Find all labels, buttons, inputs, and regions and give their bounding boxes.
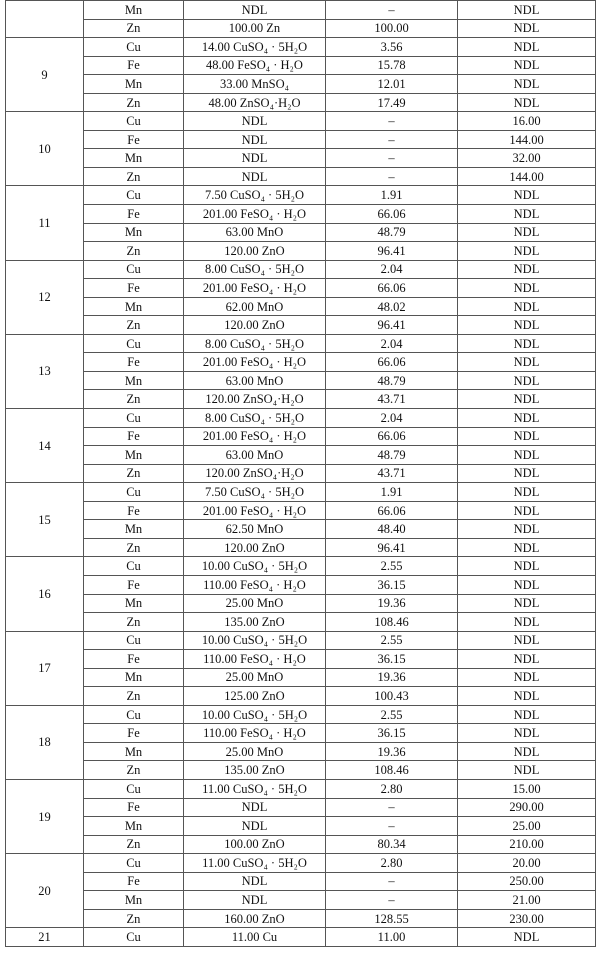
element-cell: Mn <box>84 742 184 761</box>
ndl-cell: NDL <box>458 650 596 669</box>
element-value-cell: 48.79 <box>326 371 458 390</box>
table-row <box>6 613 596 632</box>
element-value-cell: 66.06 <box>326 205 458 224</box>
ndl-cell: NDL <box>458 223 596 242</box>
table-row <box>6 297 596 316</box>
source-amount-cell: 120.00 ZnO <box>184 242 326 261</box>
element-cell: Mn <box>84 149 184 168</box>
group-number-cell: 10 <box>6 112 84 186</box>
element-cell: Fe <box>84 872 184 891</box>
table-row <box>6 557 596 576</box>
table-row <box>6 316 596 335</box>
element-cell: Mn <box>84 891 184 910</box>
source-amount-cell: NDL <box>184 798 326 817</box>
group-number-cell: 17 <box>6 631 84 705</box>
element-value-cell: 36.15 <box>326 575 458 594</box>
table-row <box>6 631 596 650</box>
element-cell: Fe <box>84 130 184 149</box>
group-number-cell: 19 <box>6 779 84 853</box>
ndl-cell: 144.00 <box>458 130 596 149</box>
source-amount-cell: 8.00 CuSO₄ · 5H₂O <box>184 409 326 428</box>
table-row <box>6 242 596 261</box>
element-value-cell: 96.41 <box>326 316 458 335</box>
ndl-cell: 230.00 <box>458 909 596 928</box>
element-cell: Mn <box>84 446 184 465</box>
table-row <box>6 742 596 761</box>
table-row <box>6 19 596 38</box>
element-cell: Zn <box>84 19 184 38</box>
source-amount-cell: NDL <box>184 167 326 186</box>
element-value-cell: – <box>326 167 458 186</box>
element-cell: Zn <box>84 167 184 186</box>
source-amount-cell: NDL <box>184 1 326 20</box>
element-cell: Fe <box>84 427 184 446</box>
element-cell: Mn <box>84 297 184 316</box>
table-row <box>6 501 596 520</box>
element-cell: Zn <box>84 613 184 632</box>
ndl-cell: NDL <box>458 75 596 94</box>
element-cell: Cu <box>84 260 184 279</box>
element-value-cell: – <box>326 798 458 817</box>
ndl-cell: 250.00 <box>458 872 596 891</box>
table-row <box>6 38 596 57</box>
ndl-cell: NDL <box>458 205 596 224</box>
element-cell: Mn <box>84 817 184 836</box>
source-amount-cell: 135.00 ZnO <box>184 761 326 780</box>
table-row <box>6 409 596 428</box>
table-row <box>6 928 596 947</box>
source-amount-cell: NDL <box>184 130 326 149</box>
ndl-cell: NDL <box>458 371 596 390</box>
element-value-cell: – <box>326 149 458 168</box>
ndl-cell: NDL <box>458 390 596 409</box>
element-value-cell: 48.79 <box>326 446 458 465</box>
element-value-cell: 2.55 <box>326 705 458 724</box>
source-amount-cell: 100.00 Zn <box>184 19 326 38</box>
element-value-cell: 128.55 <box>326 909 458 928</box>
source-amount-cell: 110.00 FeSO₄ · H₂O <box>184 650 326 669</box>
element-cell: Mn <box>84 594 184 613</box>
source-amount-cell: 62.50 MnO <box>184 520 326 539</box>
table-row <box>6 446 596 465</box>
source-amount-cell: 48.00 ZnSO₄·H₂O <box>184 93 326 112</box>
table-body <box>6 1 596 947</box>
element-value-cell: – <box>326 891 458 910</box>
element-cell: Cu <box>84 928 184 947</box>
ndl-cell: NDL <box>458 297 596 316</box>
element-value-cell: 3.56 <box>326 38 458 57</box>
element-cell: Fe <box>84 724 184 743</box>
source-amount-cell: 25.00 MnO <box>184 742 326 761</box>
element-value-cell: 36.15 <box>326 650 458 669</box>
source-amount-cell: 201.00 FeSO₄ · H₂O <box>184 205 326 224</box>
source-amount-cell: 63.00 MnO <box>184 371 326 390</box>
element-value-cell: 66.06 <box>326 427 458 446</box>
table-row <box>6 353 596 372</box>
table-row <box>6 56 596 75</box>
ndl-cell: NDL <box>458 520 596 539</box>
ndl-cell: NDL <box>458 742 596 761</box>
ndl-cell: NDL <box>458 19 596 38</box>
source-amount-cell: NDL <box>184 149 326 168</box>
source-amount-cell: 63.00 MnO <box>184 223 326 242</box>
ndl-cell: NDL <box>458 242 596 261</box>
element-cell: Fe <box>84 279 184 298</box>
table-row <box>6 520 596 539</box>
table-row <box>6 594 596 613</box>
element-cell: Fe <box>84 501 184 520</box>
element-value-cell: – <box>326 872 458 891</box>
table-row <box>6 167 596 186</box>
element-cell: Cu <box>84 38 184 57</box>
table-row <box>6 112 596 131</box>
source-amount-cell: 201.00 FeSO₄ · H₂O <box>184 427 326 446</box>
ndl-cell: 15.00 <box>458 779 596 798</box>
source-amount-cell: 10.00 CuSO₄ · 5H₂O <box>184 631 326 650</box>
source-amount-cell: 120.00 ZnSO₄·H₂O <box>184 390 326 409</box>
element-cell: Zn <box>84 390 184 409</box>
source-amount-cell: 7.50 CuSO₄ · 5H₂O <box>184 186 326 205</box>
source-amount-cell: 62.00 MnO <box>184 297 326 316</box>
ndl-cell: NDL <box>458 594 596 613</box>
ndl-cell: NDL <box>458 724 596 743</box>
element-value-cell: 19.36 <box>326 742 458 761</box>
table-row <box>6 149 596 168</box>
element-value-cell: 19.36 <box>326 594 458 613</box>
ndl-cell: NDL <box>458 483 596 502</box>
table-row <box>6 205 596 224</box>
element-cell: Fe <box>84 205 184 224</box>
element-cell: Cu <box>84 112 184 131</box>
table-row <box>6 872 596 891</box>
source-amount-cell: 135.00 ZnO <box>184 613 326 632</box>
table-row <box>6 891 596 910</box>
ndl-cell: NDL <box>458 928 596 947</box>
source-amount-cell: 10.00 CuSO₄ · 5H₂O <box>184 557 326 576</box>
element-value-cell: 2.55 <box>326 557 458 576</box>
group-number-cell: 12 <box>6 260 84 334</box>
element-value-cell: 108.46 <box>326 613 458 632</box>
table-row <box>6 779 596 798</box>
source-amount-cell: 8.00 CuSO₄ · 5H₂O <box>184 334 326 353</box>
element-cell: Zn <box>84 464 184 483</box>
ndl-cell: NDL <box>458 631 596 650</box>
table-row <box>6 817 596 836</box>
table-row <box>6 260 596 279</box>
element-value-cell: 43.71 <box>326 390 458 409</box>
source-amount-cell: 10.00 CuSO₄ · 5H₂O <box>184 705 326 724</box>
source-amount-cell: 63.00 MnO <box>184 446 326 465</box>
element-value-cell: 100.00 <box>326 19 458 38</box>
group-number-cell: 14 <box>6 409 84 483</box>
element-cell: Zn <box>84 538 184 557</box>
group-number-cell: 20 <box>6 854 84 928</box>
source-amount-cell: 14.00 CuSO₄ · 5H₂O <box>184 38 326 57</box>
ndl-cell: NDL <box>458 334 596 353</box>
element-cell: Fe <box>84 56 184 75</box>
source-amount-cell: 120.00 ZnO <box>184 316 326 335</box>
element-value-cell: 1.91 <box>326 483 458 502</box>
element-value-cell: 100.43 <box>326 687 458 706</box>
element-cell: Mn <box>84 1 184 20</box>
ndl-cell: 21.00 <box>458 891 596 910</box>
element-value-cell: 2.55 <box>326 631 458 650</box>
ndl-cell: NDL <box>458 38 596 57</box>
element-value-cell: 48.02 <box>326 297 458 316</box>
element-cell: Mn <box>84 520 184 539</box>
element-value-cell: – <box>326 112 458 131</box>
table-row <box>6 650 596 669</box>
element-value-cell: 66.06 <box>326 501 458 520</box>
source-amount-cell: 25.00 MnO <box>184 594 326 613</box>
ndl-cell: NDL <box>458 56 596 75</box>
ndl-cell: NDL <box>458 186 596 205</box>
element-value-cell: 36.15 <box>326 724 458 743</box>
table-row <box>6 75 596 94</box>
element-cell: Cu <box>84 631 184 650</box>
element-cell: Zn <box>84 242 184 261</box>
table-row <box>6 668 596 687</box>
table-row <box>6 724 596 743</box>
table-row <box>6 1 596 20</box>
element-value-cell: 66.06 <box>326 353 458 372</box>
source-amount-cell: 25.00 MnO <box>184 668 326 687</box>
ndl-cell: NDL <box>458 279 596 298</box>
ndl-cell: NDL <box>458 1 596 20</box>
source-amount-cell: 110.00 FeSO₄ · H₂O <box>184 724 326 743</box>
element-value-cell: 2.80 <box>326 854 458 873</box>
table-row <box>6 223 596 242</box>
element-value-cell: 80.34 <box>326 835 458 854</box>
ndl-cell: NDL <box>458 687 596 706</box>
element-cell: Mn <box>84 668 184 687</box>
element-value-cell: 11.00 <box>326 928 458 947</box>
group-number-cell: 21 <box>6 928 84 947</box>
source-amount-cell: 201.00 FeSO₄ · H₂O <box>184 501 326 520</box>
source-amount-cell: 11.00 CuSO₄ · 5H₂O <box>184 854 326 873</box>
source-amount-cell: 201.00 FeSO₄ · H₂O <box>184 353 326 372</box>
table-row <box>6 334 596 353</box>
element-value-cell: 2.04 <box>326 409 458 428</box>
element-cell: Mn <box>84 75 184 94</box>
ndl-cell: NDL <box>458 705 596 724</box>
table-row <box>6 798 596 817</box>
ndl-cell: 210.00 <box>458 835 596 854</box>
ndl-cell: NDL <box>458 501 596 520</box>
ndl-cell: 25.00 <box>458 817 596 836</box>
source-amount-cell: 160.00 ZnO <box>184 909 326 928</box>
ndl-cell: NDL <box>458 93 596 112</box>
ndl-cell: NDL <box>458 427 596 446</box>
element-cell: Mn <box>84 371 184 390</box>
ndl-cell: NDL <box>458 353 596 372</box>
element-cell: Zn <box>84 316 184 335</box>
element-value-cell: 2.80 <box>326 779 458 798</box>
ndl-cell: NDL <box>458 446 596 465</box>
table-row <box>6 464 596 483</box>
element-cell: Cu <box>84 409 184 428</box>
element-cell: Cu <box>84 483 184 502</box>
element-value-cell: 48.40 <box>326 520 458 539</box>
table-row <box>6 371 596 390</box>
element-value-cell: 96.41 <box>326 538 458 557</box>
element-value-cell: – <box>326 130 458 149</box>
table-row <box>6 427 596 446</box>
group-number-cell: 18 <box>6 705 84 779</box>
element-cell: Cu <box>84 186 184 205</box>
element-cell: Cu <box>84 779 184 798</box>
table-row <box>6 279 596 298</box>
group-number-cell: 11 <box>6 186 84 260</box>
element-cell: Cu <box>84 854 184 873</box>
element-cell: Cu <box>84 334 184 353</box>
element-cell: Zn <box>84 687 184 706</box>
source-amount-cell: NDL <box>184 112 326 131</box>
ndl-cell: NDL <box>458 575 596 594</box>
element-cell: Zn <box>84 93 184 112</box>
ndl-cell: NDL <box>458 761 596 780</box>
source-amount-cell: 120.00 ZnO <box>184 538 326 557</box>
ndl-cell: NDL <box>458 260 596 279</box>
table-row <box>6 538 596 557</box>
ndl-cell: 32.00 <box>458 149 596 168</box>
mineral-composition-table <box>5 0 596 947</box>
table-row <box>6 854 596 873</box>
source-amount-cell: 120.00 ZnSO₄·H₂O <box>184 464 326 483</box>
source-amount-cell: NDL <box>184 817 326 836</box>
element-value-cell: 1.91 <box>326 186 458 205</box>
ndl-cell: NDL <box>458 668 596 687</box>
source-amount-cell: 100.00 ZnO <box>184 835 326 854</box>
element-value-cell: 2.04 <box>326 260 458 279</box>
ndl-cell: NDL <box>458 538 596 557</box>
element-cell: Cu <box>84 705 184 724</box>
ndl-cell: 144.00 <box>458 167 596 186</box>
element-value-cell: 48.79 <box>326 223 458 242</box>
table-row <box>6 835 596 854</box>
source-amount-cell: 110.00 FeSO₄ · H₂O <box>184 575 326 594</box>
element-value-cell: – <box>326 817 458 836</box>
table-row <box>6 93 596 112</box>
ndl-cell: 16.00 <box>458 112 596 131</box>
source-amount-cell: 201.00 FeSO₄ · H₂O <box>184 279 326 298</box>
table-row <box>6 909 596 928</box>
group-number-cell: 15 <box>6 483 84 557</box>
element-cell: Fe <box>84 353 184 372</box>
element-cell: Mn <box>84 223 184 242</box>
source-amount-cell: 48.00 FeSO₄ · H₂O <box>184 56 326 75</box>
ndl-cell: NDL <box>458 613 596 632</box>
element-cell: Cu <box>84 557 184 576</box>
source-amount-cell: 11.00 CuSO₄ · 5H₂O <box>184 779 326 798</box>
ndl-cell: 290.00 <box>458 798 596 817</box>
ndl-cell: NDL <box>458 316 596 335</box>
ndl-cell: NDL <box>458 409 596 428</box>
source-amount-cell: 8.00 CuSO₄ · 5H₂O <box>184 260 326 279</box>
source-amount-cell: 33.00 MnSO₄ <box>184 75 326 94</box>
element-value-cell: 19.36 <box>326 668 458 687</box>
source-amount-cell: NDL <box>184 872 326 891</box>
element-cell: Zn <box>84 909 184 928</box>
source-amount-cell: 11.00 Cu <box>184 928 326 947</box>
source-amount-cell: 7.50 CuSO₄ · 5H₂O <box>184 483 326 502</box>
table-row <box>6 575 596 594</box>
element-cell: Fe <box>84 798 184 817</box>
element-value-cell: 43.71 <box>326 464 458 483</box>
group-number-cell: 9 <box>6 38 84 112</box>
element-value-cell: 15.78 <box>326 56 458 75</box>
source-amount-cell: 125.00 ZnO <box>184 687 326 706</box>
group-number-cell: 16 <box>6 557 84 631</box>
element-cell: Fe <box>84 575 184 594</box>
element-value-cell: 17.49 <box>326 93 458 112</box>
ndl-cell: 20.00 <box>458 854 596 873</box>
element-cell: Zn <box>84 835 184 854</box>
element-cell: Fe <box>84 650 184 669</box>
element-value-cell: – <box>326 1 458 20</box>
table-row <box>6 761 596 780</box>
table-row <box>6 390 596 409</box>
group-number-cell: 13 <box>6 334 84 408</box>
table-row <box>6 705 596 724</box>
ndl-cell: NDL <box>458 464 596 483</box>
ndl-cell: NDL <box>458 557 596 576</box>
element-value-cell: 108.46 <box>326 761 458 780</box>
source-amount-cell: NDL <box>184 891 326 910</box>
table-row <box>6 687 596 706</box>
table-row <box>6 483 596 502</box>
group-number-cell <box>6 1 84 38</box>
table-row <box>6 186 596 205</box>
element-cell: Zn <box>84 761 184 780</box>
element-value-cell: 96.41 <box>326 242 458 261</box>
element-value-cell: 2.04 <box>326 334 458 353</box>
table-row <box>6 130 596 149</box>
element-value-cell: 66.06 <box>326 279 458 298</box>
element-value-cell: 12.01 <box>326 75 458 94</box>
